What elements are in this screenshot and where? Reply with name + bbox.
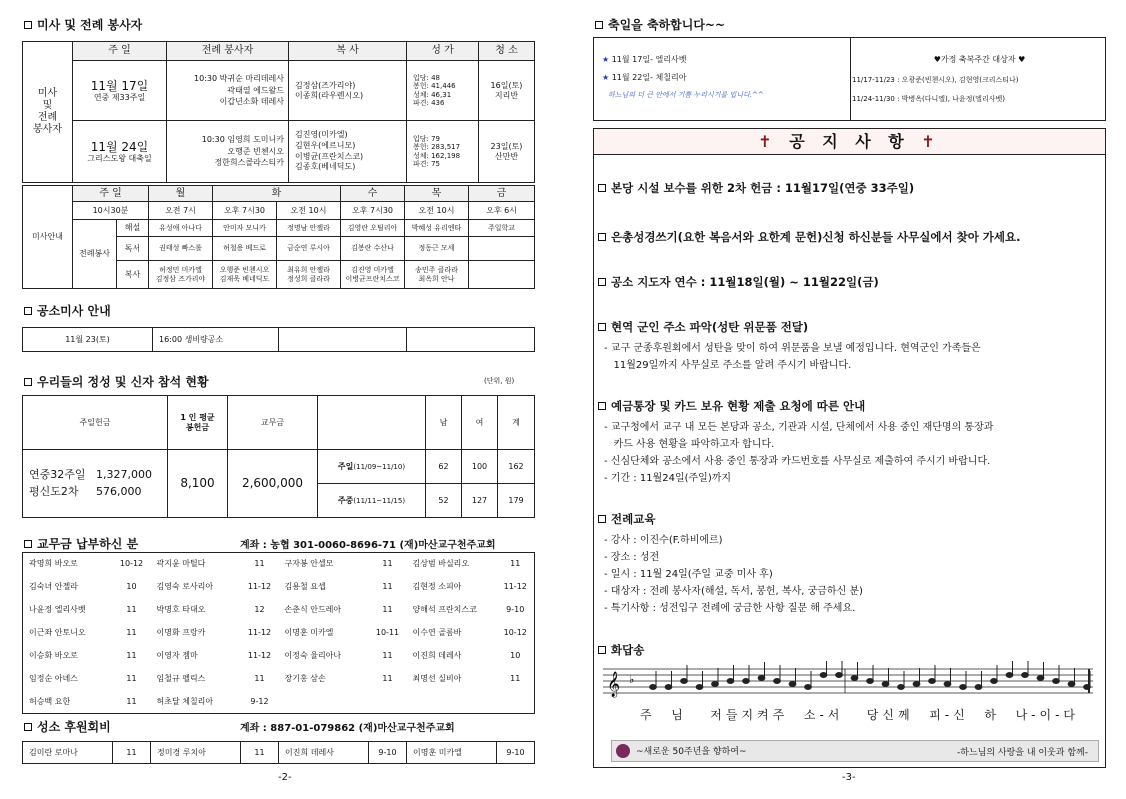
mass-servers-table	[22, 41, 535, 183]
notice-title: 은총성경쓰기(요한 복음서와 요한계 문헌)신청 하신분들 사무실에서 찾아 가세요.	[598, 229, 1021, 245]
payer-months: 11	[382, 651, 393, 661]
mass-side-label: 미사 및 전례 봉사자	[23, 42, 73, 183]
note-head	[913, 682, 920, 687]
payer-name: 최명선 실비아	[412, 674, 462, 684]
note-head	[882, 682, 889, 687]
cross-icon: ✝	[921, 132, 941, 151]
payer-months: 12	[254, 605, 265, 615]
payer-months: 11	[126, 651, 137, 661]
celebrate-title: 축일을 축하합니다~~	[595, 16, 725, 33]
payer-name: 박명호 타대오	[156, 605, 206, 615]
note-head	[960, 685, 967, 690]
notice-line: - 특기사항 : 성전입구 전례에 궁금한 사항 질문 해 주세요.	[604, 603, 856, 614]
note-head	[991, 679, 998, 684]
note-head	[789, 682, 796, 687]
weekday-side-label: 미사안내	[23, 186, 73, 289]
star-icon: ★	[602, 55, 610, 64]
note-head	[665, 685, 672, 690]
payer-months: 11	[382, 559, 393, 569]
payer-name: 이근좌 안토니오	[29, 628, 86, 638]
notice-line: - 강사 : 이진수(F.하비에르)	[604, 535, 723, 546]
payer-months	[369, 691, 407, 714]
payer-months: 10-12	[503, 628, 527, 638]
header-servers: 전례 봉사자	[167, 42, 289, 61]
header-altar: 복 사	[289, 42, 407, 61]
note-head	[805, 685, 812, 690]
square-bullet-icon	[598, 646, 606, 654]
notice-title: 화답송	[598, 642, 644, 658]
psalm-lyrics: 주 님 저들지켜주 소-서 당신께 피-신 하 나-이-다	[640, 708, 1080, 722]
payer-name: 구자봉 안셀모	[284, 559, 334, 569]
note-head	[1006, 673, 1013, 678]
payer-months: 11	[126, 628, 137, 638]
family-week-1: 11/17-11/23 : 오광준(빈첸시오), 김현영(크리스티나)	[852, 76, 1019, 84]
note-head	[975, 685, 982, 690]
payer-name: 이명화 프랑카	[156, 628, 206, 638]
public-mass-table: 11월 23(토) 16:00 생비량공소	[22, 327, 535, 352]
tithe-payers-table	[22, 552, 535, 714]
note-head	[1068, 682, 1075, 687]
payer-months	[497, 691, 535, 714]
payer-name: 곽지윤 마틸다	[156, 559, 206, 569]
square-bullet-icon	[24, 540, 32, 548]
payer-months: 11	[126, 674, 137, 684]
payer-months: 10-11	[375, 628, 400, 638]
treble-clef-icon: 𝄞	[607, 672, 621, 697]
supporters-account: 계좌 : 887-01-079862 (재)마산교구천주교회	[240, 723, 455, 734]
payer-months: 11-12	[247, 582, 272, 592]
note-head	[820, 673, 827, 678]
notice-line: - 교구 군종후원회에서 성탄을 맞이 하여 위문품을 보낼 예정입니다. 현역군인 가족들은	[604, 343, 981, 354]
payer-name: 이승화 바오로	[29, 651, 78, 661]
square-bullet-icon	[24, 723, 32, 731]
payer-months: 11	[382, 582, 393, 592]
supporters-table: 김미란 로마나 11 정미경 루치아 11 이진희 데레사 9-10 이명훈 미카엘 9-10	[22, 741, 535, 764]
note-head	[898, 685, 905, 690]
payer-name: 나윤정 엘리사벳	[29, 605, 86, 615]
payer-months: 10	[510, 651, 521, 661]
payer-months: 11-12	[247, 628, 272, 638]
feast-2: ★ 11월 22일- 체칠리아	[602, 73, 687, 82]
payer-name: 김숙녀 안젤라	[29, 582, 78, 592]
mass-row-1: 11월 17일 연중 제33주일 10:30 박귀순 마리데레사 곽태열 에드왈드 이갑년소화 데레사 김정삼(즈가리야) 이종희(라우렌시오) 입당: 48 봉헌: 41,446 성체: 46,31 파견: 436 16일(토) 지리반	[23, 61, 535, 121]
note-head	[758, 676, 765, 681]
notice-title: 예금통장 및 카드 보유 현황 제출 요청에 따른 안내	[598, 398, 865, 414]
note-head	[1037, 676, 1044, 681]
notice-line: - 기간 : 11월24일(주일)까지	[604, 473, 732, 484]
notice-line: - 장소 : 성전	[604, 552, 660, 563]
table-row	[23, 576, 535, 599]
tithe-account: 계좌 : 농협 301-0060-8696-71 (재)마산교구천주교회	[240, 540, 496, 551]
mass-section-title: 미사 및 전례 봉사자	[24, 16, 142, 33]
page-number-right: -3-	[842, 772, 856, 783]
payer-months: 11-12	[247, 651, 272, 661]
payer-name: 김현정 소피아	[412, 582, 462, 592]
square-bullet-icon	[24, 307, 32, 315]
page-number-left: -2-	[278, 772, 292, 783]
square-bullet-icon	[24, 378, 32, 386]
payer-months: 11	[254, 559, 265, 569]
payer-months: 10	[126, 582, 137, 592]
square-bullet-icon	[24, 21, 32, 29]
notice-line: - 대상자 : 전례 봉사자(해설, 독서, 봉헌, 복사, 궁금하신 분)	[604, 586, 863, 597]
payer-name	[407, 691, 497, 714]
payer-months: 11	[126, 696, 137, 706]
square-bullet-icon	[598, 184, 606, 192]
square-bullet-icon	[598, 323, 606, 331]
feast-1: ★ 11월 17일- 엘리사벳	[602, 55, 687, 64]
note-head	[1022, 673, 1029, 678]
payer-name: 이진희 데레사	[412, 651, 462, 661]
payer-months: 11	[126, 605, 137, 615]
payer-name: 이명훈 미카엘	[284, 628, 334, 638]
offering-table: 주일헌금 1 인 평균 봉헌금 교무금 남 여 계 연중32주일 1,327,000 평신도2차 576,000 8,100 2,600,000 주일(11/09~11/10) 62 100 162 주중(11/11~11/15) 52 127 179	[22, 395, 535, 518]
offering-title: 우리들의 정성 및 신자 참석 현황	[24, 373, 209, 390]
payer-name: 장기홍 삼손	[284, 674, 326, 684]
payer-months: 9-12	[250, 696, 269, 706]
note-head	[1084, 685, 1091, 690]
square-bullet-icon	[598, 515, 606, 523]
note-head	[851, 676, 858, 681]
square-bullet-icon	[598, 402, 606, 410]
payer-months: 9-10	[506, 605, 525, 615]
public-mass-title: 공소미사 안내	[24, 302, 111, 319]
square-bullet-icon	[598, 233, 606, 241]
blessing-text: 하느님의 더 큰 안에서 기쁨 누리시기를 빕니다.^^	[608, 91, 764, 99]
family-title: ♥가정 축복주간 대상자 ♥	[933, 55, 1026, 64]
tithe-payers-title: 교무금 납부하신 분	[24, 535, 138, 552]
notice-line: - 일시 : 11월 24일(주일 교중 미사 후)	[604, 569, 773, 580]
note-head	[650, 685, 657, 690]
payer-name: 허초달 체칠리아	[156, 696, 214, 706]
note-head	[712, 682, 719, 687]
note-head	[743, 679, 750, 684]
payer-name: 김영숙 로사리아	[156, 582, 214, 592]
table-row	[23, 645, 535, 668]
payer-name: 임철규 펠릭스	[156, 674, 206, 684]
payer-name: 허승백 요한	[29, 696, 71, 706]
table-row	[23, 622, 535, 645]
mass-row-2: 11월 24일 그리스도왕 대축일 10:30 임영희 도미니카 오행준 빈첸시오 정한희스콜라스티카 김진영(미카엘) 김현우(에르니모) 이병균(프란치스코) 김종호(베네딕도) 입당: 79 봉헌: 283,517 성체: 162,198 파견: 75 23일(토) 산만반	[23, 121, 535, 183]
notice-title: 공소 지도자 연수 : 11월18일(월) ~ 11월22일(금)	[598, 274, 879, 290]
table-row	[23, 668, 535, 691]
payer-months: 11	[382, 605, 393, 615]
unit-label: (단위, 원)	[484, 377, 515, 385]
payer-name: 이영자 젬마	[156, 651, 198, 661]
payer-months: 11-12	[503, 582, 527, 592]
square-bullet-icon	[598, 278, 606, 286]
payer-name	[279, 691, 369, 714]
notice-line: - 교구청에서 교구 내 모든 본당과 공소, 기관과 시설, 단체에서 사용 중인 재단명의 통장과	[604, 422, 994, 433]
square-bullet-icon	[595, 21, 603, 29]
notice-line: - 신심단체와 공소에서 사용 중인 통장과 카드번호를 사무실로 제출하여 주시기 바랍니다.	[604, 456, 991, 467]
note-head	[681, 679, 688, 684]
note-head	[774, 679, 781, 684]
payer-name: 김용철 요셉	[284, 582, 326, 592]
footer-bar: ~새로운 50주년을 향하여~ -하느님의 사랑을 내 이웃과 함께-	[611, 740, 1099, 762]
notice-title: 현역 군인 주소 파악(성탄 위문품 전달)	[598, 319, 808, 335]
payer-name: 김상범 바실리오	[412, 559, 470, 569]
note-head	[944, 682, 951, 687]
note-head	[696, 685, 703, 690]
note-head	[836, 673, 843, 678]
payer-name: 손춘식 안드레아	[284, 605, 342, 615]
star-icon: ★	[602, 73, 610, 82]
music-staff	[603, 661, 1093, 705]
note-head	[929, 679, 936, 684]
payer-months: 11	[382, 674, 393, 684]
header-clean: 청 소	[479, 42, 535, 61]
table-row	[23, 599, 535, 622]
note-head	[727, 679, 734, 684]
note-head	[867, 679, 874, 684]
celebrate-box	[593, 37, 1106, 121]
payer-months: 11	[254, 674, 265, 684]
notice-line: 카드 사용 현황을 파악하고자 합니다.	[604, 439, 775, 450]
church-logo-icon	[616, 744, 630, 758]
notice-header: ✝ 공 지 사 항 ✝	[593, 128, 1106, 155]
table-row	[23, 553, 535, 576]
header-music: 성 가	[407, 42, 479, 61]
notice-line: 11월29일까지 사무실로 주소를 알려 주시기 바랍니다.	[604, 360, 852, 371]
header-sunday: 주 일	[73, 42, 167, 61]
notice-title: 본당 시설 보수를 위한 2차 헌금 : 11월17일(연중 33주일)	[598, 180, 914, 196]
payer-name: 임정순 아녜스	[29, 674, 78, 684]
payer-name: 곽명희 바오로	[29, 559, 78, 569]
payer-name: 양해석 프란치스코	[412, 605, 477, 615]
payer-months: 11	[510, 674, 521, 684]
payer-months: 11	[510, 559, 521, 569]
flat-icon: ♭	[629, 673, 635, 686]
payer-months: 10-12	[119, 559, 144, 569]
payer-name: 이수연 골롬바	[412, 628, 462, 638]
family-week-2: 11/24-11/30 : 박병옥(다니엘), 나윤정(엘리사벳)	[852, 95, 1005, 103]
table-row	[23, 691, 535, 714]
payer-name: 이정숙 율리아나	[284, 651, 342, 661]
notice-title: 전례교육	[598, 511, 655, 527]
supporters-title: 성소 후원회비	[24, 718, 111, 735]
note-head	[1053, 679, 1060, 684]
cross-icon: ✝	[758, 132, 778, 151]
weekday-mass-table: 미사안내 주 일 월 화 수 목 금 10시30분 오전 7시 오후 7시30 오전 10시 오후 7시30 오전 10시 오후 6시 전례봉사 해설 유성애 아나다 안미자 모니카 정명남 안젤라 김영란 오틸리아 박혜성 유리엔타 주일학교 독서 권태성 빠스롤 허철용 베드로 금순연 루시아 김봉란 수산나 정동근 모세 복사 허정민 미카엘 김정삼 즈가리야 오행준 빈첸시오 김재욱 베네딕도 최유희 안젤라 정성희 클라라 김진영 미카엘 이병균프란치스코 송민주 클라라 최옥희 안나	[22, 185, 535, 289]
